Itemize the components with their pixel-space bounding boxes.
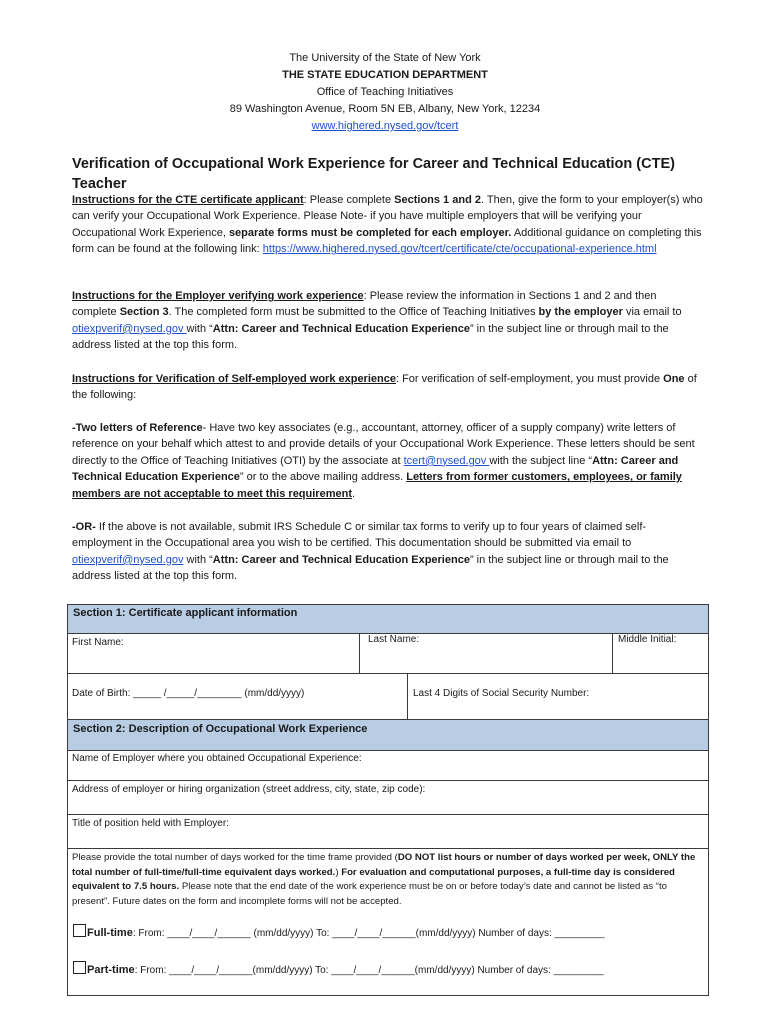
text-run: : Please review the information in Sections 1 and 2 and then complete: [72, 290, 657, 319]
parttime-label: Part-time: [87, 964, 135, 976]
employer-instructions: [72, 288, 704, 354]
text-run-bold: Attn: Career and Technical Education Experience: [72, 454, 679, 484]
first-name-field[interactable]: First Name:: [72, 637, 124, 648]
self-employed-instructions-heading: Instructions for Verification of Self-employed work experience: [72, 373, 396, 385]
applicant-form: [67, 604, 709, 996]
text-run-bold: Sections 1 and 2: [394, 194, 481, 206]
office-name: Office of Teaching Initiatives: [316, 86, 454, 98]
fulltime-checkbox[interactable]: [73, 924, 86, 937]
text-run: with the subject line “: [489, 454, 593, 467]
text-run: If the above is not available, submit IRS Schedule C or similar tax forms to verify up to four years of claimed self-employment in the Occupational area you wish to be certified. This documentation should be submitted via email to: [72, 521, 647, 550]
text-run-bold: Section 3: [119, 306, 169, 319]
divider: [359, 633, 360, 673]
employer-name-field[interactable]: Name of Employer where you obtained Occupational Experience:: [72, 753, 362, 764]
parttime-checkbox[interactable]: [73, 961, 86, 974]
text-run: ” in the subject line or through mail to the address listed at the top this form.: [72, 322, 669, 352]
text-run-bold: One: [663, 373, 685, 385]
department-name: THE STATE EDUCATION DEPARTMENT: [282, 69, 488, 81]
office-address: 89 Washington Avenue, Room 5N EB, Albany, New York, 12234: [229, 103, 541, 115]
text-run-bold: -OR-: [72, 521, 96, 533]
text-run: ” in the subject line or through mail to the address listed at the top this form.: [72, 553, 669, 583]
fulltime-date-fields[interactable]: : From: ____/____/______ (mm/dd/yyyy) To: ____/____/______(mm/dd/yyyy) Number of days: _________: [132, 928, 605, 939]
self-employed-instructions: [72, 371, 704, 404]
text-run: - Have two key associates (e.g., accountant, attorney, officer of a supply company) write letters of reference on your behalf which attest to and provide details of your Occupational Work Experience. These letters should be sent directly to the Office of Teaching Initiatives (OTI) by the associate at: [72, 422, 695, 467]
otiexpverif-email-link[interactable]: otiexpverif@nysed.gov: [72, 322, 187, 335]
position-title-field[interactable]: Title of position held with Employer:: [72, 818, 229, 829]
divider: [612, 633, 613, 673]
text-run: ): [335, 866, 342, 878]
section1-heading: Section 1: Certificate applicant information: [68, 605, 708, 633]
text-run: of the following:: [72, 373, 697, 402]
otiexpverif-email-link-2[interactable]: otiexpverif@nysed.gov: [72, 553, 184, 566]
text-run-bold: -Two letters of Reference: [72, 422, 203, 434]
parttime-row: [73, 961, 604, 976]
text-run-bold: For evaluation and computational purposes, a full-time day is considered equivalent to 7.5 hours.: [72, 866, 675, 892]
fulltime-row: [73, 924, 605, 939]
reference-letters-option: [72, 420, 704, 502]
divider: [68, 848, 708, 849]
tax-forms-option: [72, 519, 704, 585]
date-of-birth-field[interactable]: Date of Birth: _____ /_____/________ (mm/dd/yyyy): [72, 688, 305, 699]
text-run-bold: Attn: Career and Technical Education Experience: [212, 322, 470, 335]
last-name-field[interactable]: Last Name:: [368, 634, 420, 645]
form-title: Verification of Occupational Work Experience for Career and Technical Education (CTE) Teacher: [72, 156, 675, 192]
applicant-instructions-heading: Instructions for the CTE certificate applicant: [72, 194, 304, 206]
text-run: with “: [186, 322, 213, 335]
section2-heading: Section 2: Description of Occupational Work Experience: [68, 720, 708, 750]
text-run-bold: separate forms must be completed for each employer.: [228, 226, 512, 239]
text-run: .: [351, 487, 356, 500]
fulltime-label: Full-time: [87, 927, 133, 939]
letterhead: [0, 50, 770, 135]
text-run-bold: Attn: Career and Technical Education Experience: [212, 553, 470, 566]
text-run: Additional guidance on completing this form can be found at the following link:: [72, 226, 702, 256]
text-run: ” or to the above mailing address.: [239, 471, 407, 484]
tcert-email-link[interactable]: tcert@nysed.gov: [403, 454, 490, 467]
days-worked-note: [72, 851, 706, 909]
divider: [407, 673, 408, 719]
ssn-last4-field[interactable]: Last 4 Digits of Social Security Number:: [413, 688, 590, 699]
text-run-bold-underlined: Letters from former customers, employees, or family members are not acceptable to meet this requirement: [72, 471, 682, 500]
text-run: Please note that the end date of the work experience must be on or before today’s date and cannot be listed as “to present”. Future dates on the form and incomplete forms will not be accepted.: [72, 881, 667, 907]
website-link[interactable]: www.highered.nysed.gov/tcert: [311, 120, 459, 132]
guidance-link[interactable]: https://www.highered.nysed.gov/tcert/certificate/cte/occupational-experience.html: [262, 243, 657, 256]
employer-address-field[interactable]: Address of employer or hiring organization (street address, city, state, zip code):: [72, 784, 426, 795]
text-run-bold: by the employer: [538, 306, 623, 319]
text-run: : Please complete: [303, 194, 395, 206]
applicant-instructions: [72, 192, 704, 258]
text-run: . Then, give the form to your employer(s) who can verify your Occupational Work Experience. Please Note- if you have multiple employers that will be verifying your Occupational Work Experience,: [72, 194, 703, 239]
text-run-bold: DO NOT list hours or number of days worked per week, ONLY the total number of full-time/full-time equivalent days worked.: [72, 852, 696, 878]
text-run: with “: [183, 553, 213, 566]
parttime-date-fields[interactable]: : From: ____/____/______(mm/dd/yyyy) To: ____/____/______(mm/dd/yyyy) Number of days: _________: [134, 965, 604, 976]
text-run: . The completed form must be submitted to the Office of Teaching Initiatives: [168, 306, 539, 319]
text-run: via email to: [622, 306, 682, 319]
university-name: The University of the State of New York: [289, 52, 481, 64]
text-run: : For verification of self-employment, you must provide: [395, 373, 664, 385]
text-run: Please provide the total number of days worked for the time frame provided (: [72, 852, 398, 863]
middle-initial-field[interactable]: Middle Initial:: [618, 634, 677, 645]
employer-instructions-heading: Instructions for the Employer verifying work experience: [72, 290, 364, 302]
